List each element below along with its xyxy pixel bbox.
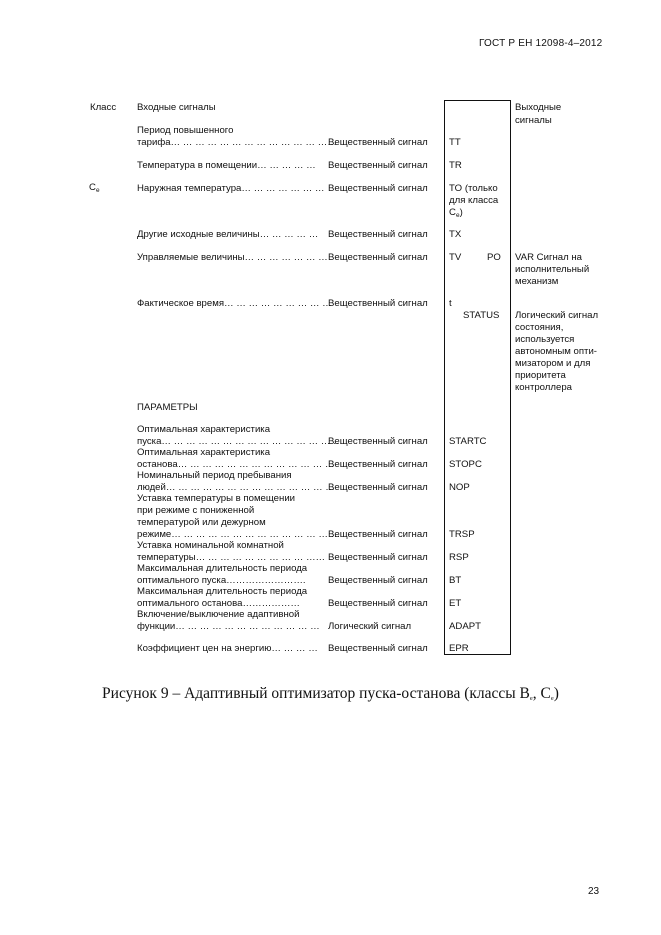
input-label: Температура в помещении… … … … …: [137, 160, 316, 171]
variable-name: TRSP: [449, 529, 475, 540]
input-label: Фактическое время… … … … … … … … …: [137, 298, 332, 309]
variable-note: $C_e$): [449, 207, 463, 219]
variable-name: t: [449, 298, 452, 309]
signal-type: Вещественный сигнал: [328, 229, 428, 240]
param-label: функции… … … … … … … … … … … …: [137, 621, 320, 632]
variable-name: EPR: [449, 643, 469, 654]
param-label: останова… … … … … … … … … … … … …: [137, 459, 335, 470]
output-label: исполнительный: [515, 264, 590, 275]
param-label: Уставка температуры в помещении: [137, 493, 296, 504]
signal-type: Вещественный сигнал: [328, 183, 428, 194]
input-label: тарифа… … … … … … … … … … … … ……: [137, 137, 337, 148]
input-label: Период повышенного: [137, 125, 234, 136]
variable-name: ET: [449, 598, 462, 609]
param-label: Максимальная длительность периода: [137, 586, 308, 597]
signal-type: Вещественный сигнал: [328, 137, 428, 148]
column-header-class: Класс: [90, 102, 117, 113]
output-description: Логический сигнал состояния, используется автономным опти-мизатором и для приоритета контроллера: [515, 310, 599, 393]
variable-name: TR: [449, 160, 462, 171]
signal-type: Вещественный сигнал: [328, 459, 428, 470]
param-label: Оптимальная характеристика: [137, 447, 271, 458]
page-number: 23: [588, 886, 600, 897]
input-label: Другие исходные величины… … … … …: [137, 229, 319, 240]
variable-name: RSP: [449, 552, 469, 563]
figure-caption: Рисунок 9 – Адаптивный оптимизатор пуска-останова (классы $B_e$, $C_e$): [102, 685, 559, 702]
param-label: оптимального останова………………: [137, 598, 301, 609]
signal-type: Вещественный сигнал: [328, 598, 428, 609]
variable-name: STOPC: [449, 459, 482, 470]
signal-type: Вещественный сигнал: [328, 160, 428, 171]
signal-type: Вещественный сигнал: [328, 436, 428, 447]
input-label: Наружная температура… … … … … … …: [137, 183, 325, 194]
signal-type: Вещественный сигнал: [328, 252, 428, 263]
param-label: Номинальный период пребывания: [137, 470, 292, 481]
variable-name: NOP: [449, 482, 470, 493]
signal-type: Вещественный сигнал: [328, 482, 428, 493]
variable-name: ADAPT: [449, 621, 481, 632]
param-label: пуска… … … … … … … … … … … … … … …: [137, 436, 343, 447]
param-label: температурой или дежурном: [137, 517, 266, 528]
signal-type: Вещественный сигнал: [328, 552, 428, 563]
param-label: Уставка номинальной комнатной: [137, 540, 284, 551]
param-label: Включение/выключение адаптивной: [137, 609, 300, 620]
param-label: людей… … … … … … … … … … … … … …: [137, 482, 335, 493]
column-header-inputs: Входные сигналы: [137, 102, 216, 113]
param-label: оптимального пуска…………………….: [137, 575, 306, 586]
variable-name: TT: [449, 137, 461, 148]
signal-type: Вещественный сигнал: [328, 643, 428, 654]
output-label: VAR Сигнал на: [515, 252, 582, 263]
signal-type: Логический сигнал: [328, 621, 412, 632]
output-label: механизм: [515, 276, 559, 287]
param-label: температуры… … … … … … … … … ……: [137, 552, 326, 563]
signal-type: Вещественный сигнал: [328, 575, 428, 586]
document-standard-code: ГОСТ Р ЕН 12098-4–2012: [479, 38, 603, 49]
variable-name: BT: [449, 575, 462, 586]
variable-name: STARTC: [449, 436, 487, 447]
class-label: $C_e$: [89, 182, 100, 194]
param-label: Максимальная длительность периода: [137, 563, 308, 574]
variable-name: TO (только: [449, 183, 498, 194]
variable-name: STATUS: [463, 310, 500, 321]
variable-name: PO: [487, 252, 501, 263]
param-label: при режиме с пониженной: [137, 505, 255, 516]
parameters-heading: ПАРАМЕТРЫ: [137, 402, 198, 413]
signal-type: Вещественный сигнал: [328, 529, 428, 540]
input-label: Управляемые величины… … … … … … …: [137, 252, 328, 263]
column-header-outputs: Выходные сигналы: [515, 102, 562, 126]
param-label: Оптимальная характеристика: [137, 424, 271, 435]
param-label: Коэффициент цен на энергию… … … …: [137, 643, 318, 654]
signal-type: Вещественный сигнал: [328, 298, 428, 309]
variable-note: для класса: [449, 195, 499, 206]
variable-name: TV: [449, 252, 462, 263]
param-label: режиме… … … … … … … … … … … … … …: [137, 529, 341, 540]
variable-name: TX: [449, 229, 462, 240]
